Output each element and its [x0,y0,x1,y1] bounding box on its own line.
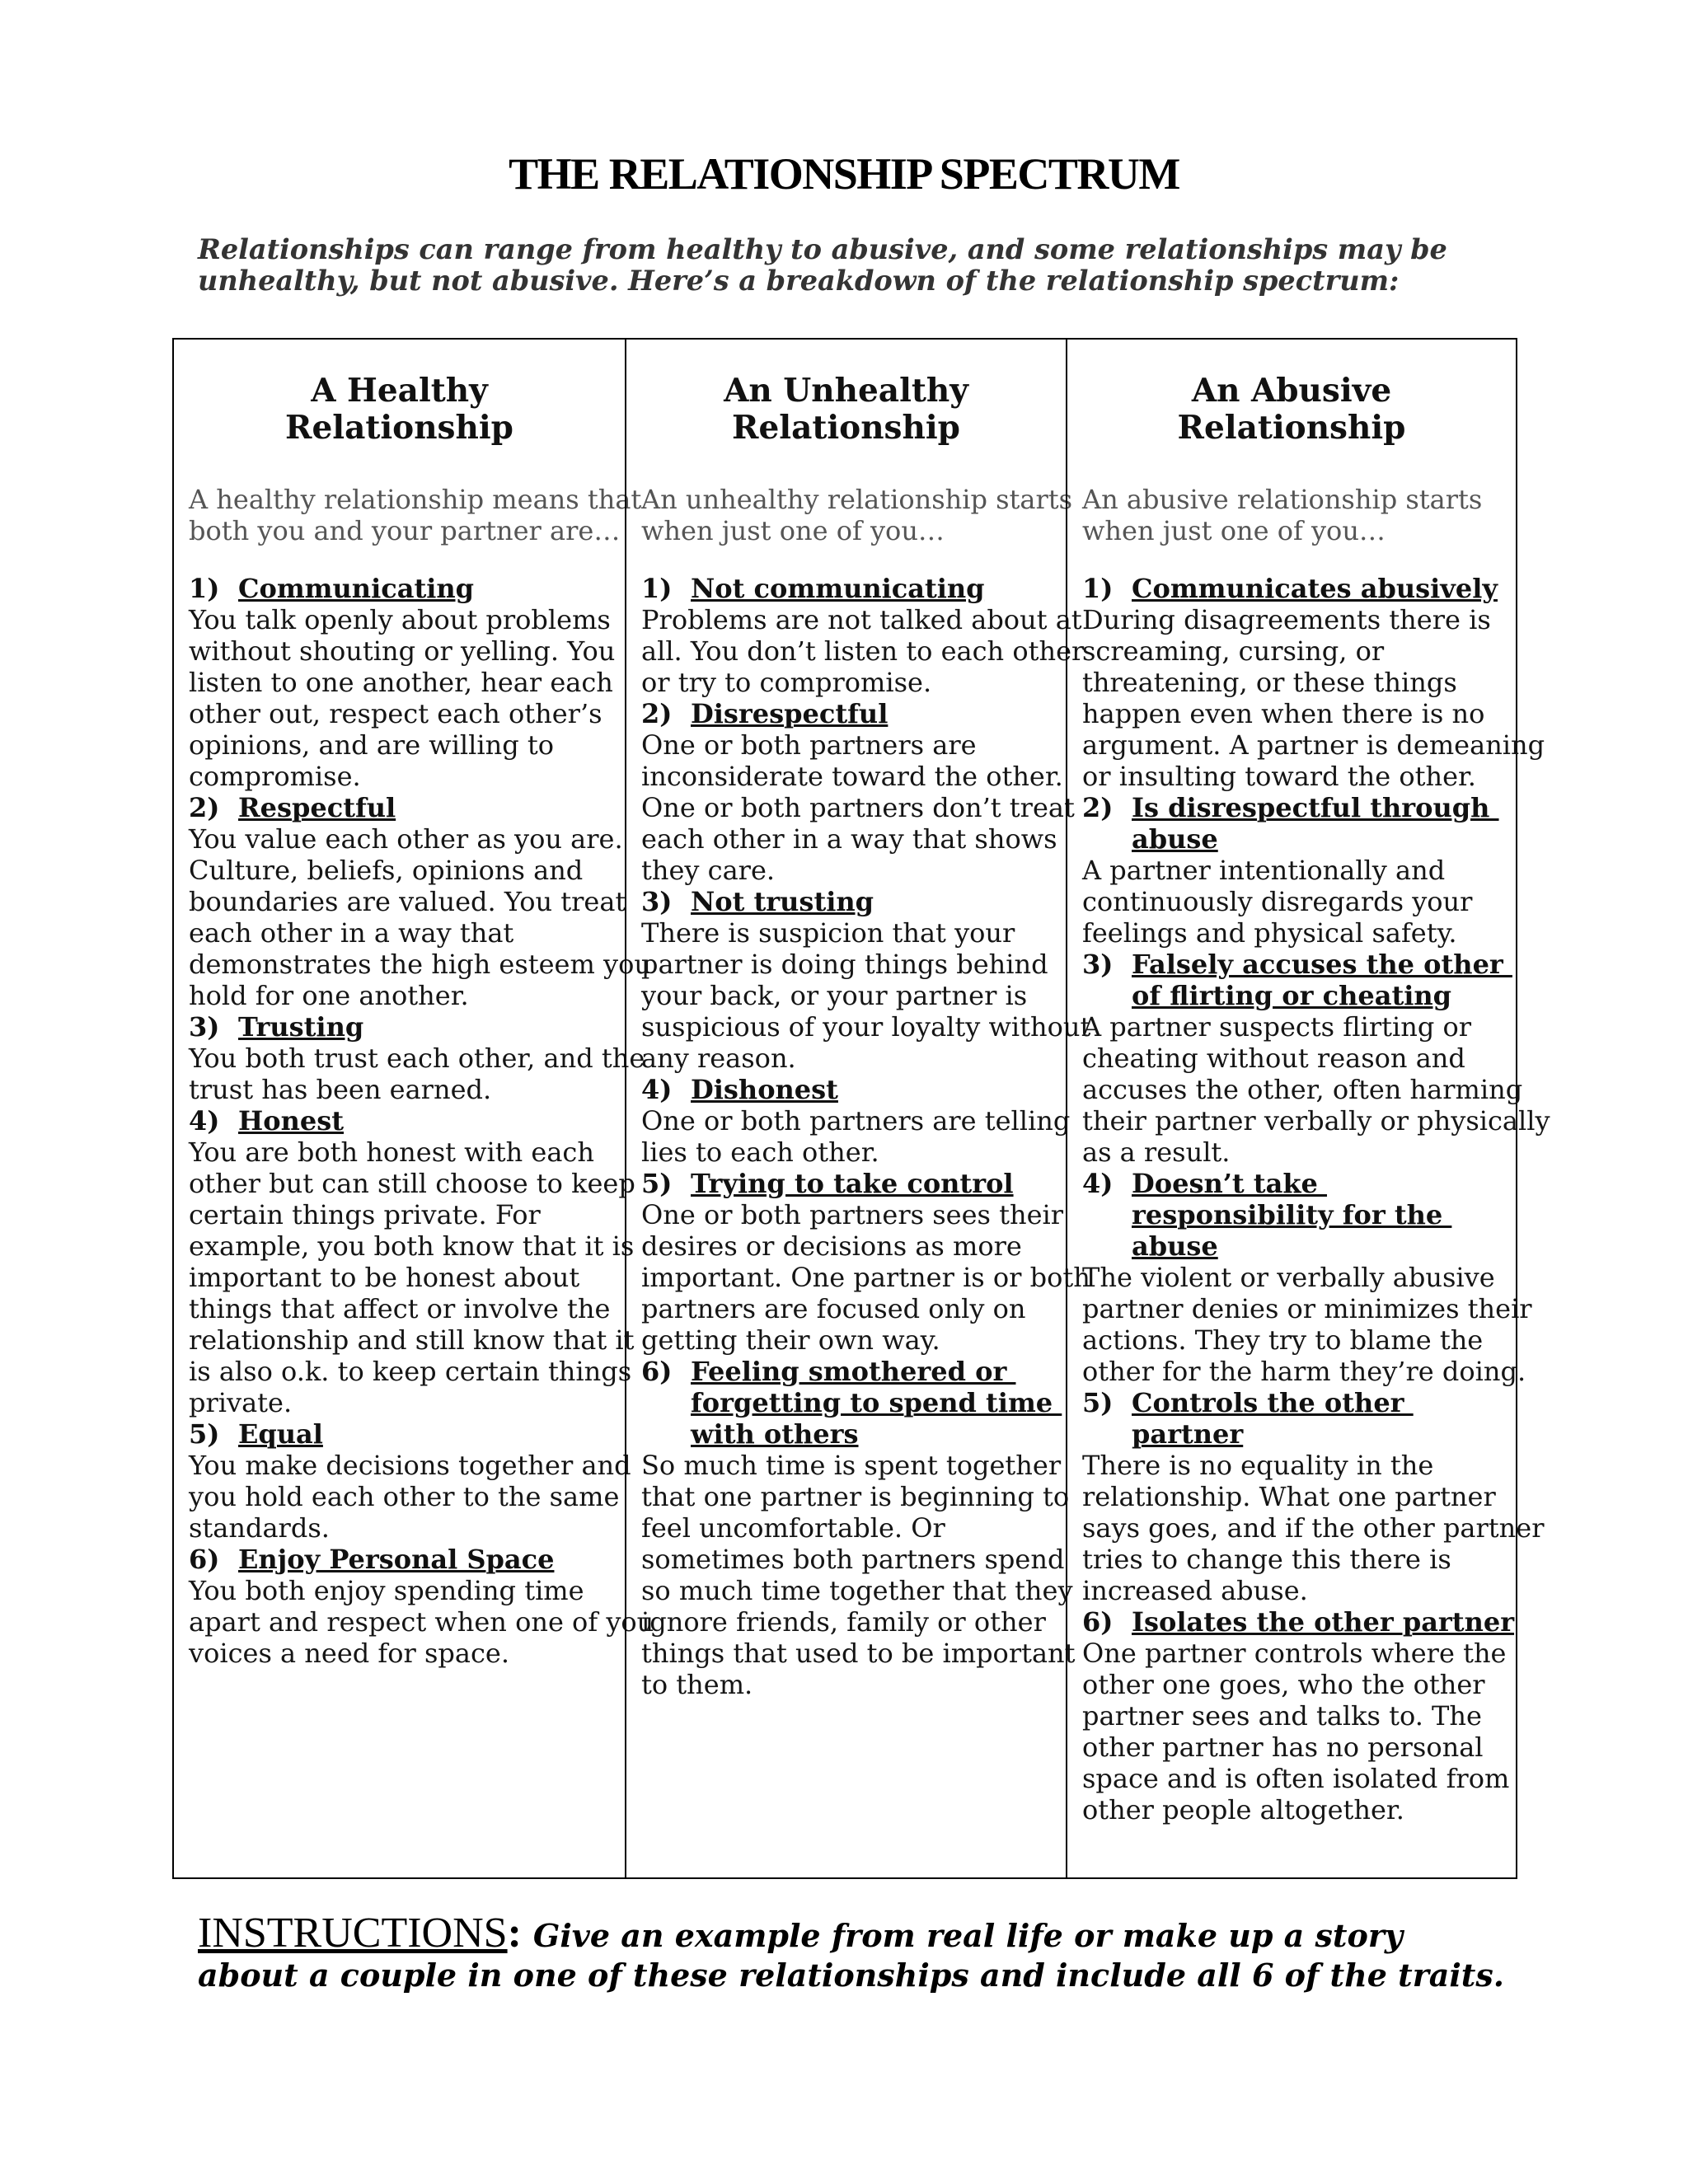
column-healthy [174,340,654,1877]
trait-description-line: increased abuse. [1082,1575,1308,1606]
trait-title-line: with others [691,1418,859,1450]
trait-title-line: Is disrespectful through [1132,792,1499,823]
trait-number: 1) [189,573,220,604]
trait-heading [641,1356,1062,1450]
intro-paragraph [198,234,1533,297]
trait-title-line: abuse [1132,823,1218,855]
trait-heading [641,698,1051,729]
trait-description-line: you hold each other to the same [189,1481,620,1512]
trait-description [1082,855,1501,949]
trait-description [189,1575,654,1669]
column-intro [189,484,642,573]
trait-description-line: Problems are not talked about at [641,604,1082,635]
trait-description [641,1199,1090,1356]
trait-description-line: apart and respect when one of you [189,1606,654,1638]
trait-number: 2) [189,792,220,823]
trait-description-line: You value each other as you are. [189,823,623,855]
trait-number: 4) [1082,1168,1114,1199]
trait-heading [189,792,610,823]
trait-description-line: boundaries are valued. You treat [189,886,626,917]
trait-title [691,1168,1049,1199]
trait-description-line: tries to change this there is [1082,1544,1451,1575]
trait-title [238,1418,608,1450]
instructions-line-1: Give an example from real life or make up a story [532,1917,1403,1954]
trait-description [641,604,1085,698]
trait-item [1082,573,1545,792]
trait-heading [1082,1606,1515,1638]
instructions-block [198,1910,1599,1995]
trait-title-line: abuse [1132,1230,1218,1262]
trait-description-line: to them. [641,1669,753,1700]
trait-description-line: relationship. What one partner [1082,1481,1496,1512]
column-heading [641,373,1051,484]
intro-line: unhealthy, but not abusive. Here’s a breakdown of the relationship spectrum: [198,265,1400,297]
trait-description-line: You make decisions together and [189,1450,631,1481]
trait-item [1082,1387,1545,1606]
trait-title-line: Not communicating [691,573,985,604]
trait-title [238,573,608,604]
trait-description-line: things that used to be important [641,1638,1076,1669]
trait-description-line: relationship and still know that it [189,1324,635,1356]
trait-title-line: Controls the other [1132,1387,1414,1418]
trait-description-line: threatening, or these things [1082,667,1457,698]
trait-title-line: Falsely accuses the other [1132,949,1512,980]
trait-description-line: feel uncomfortable. Or [641,1512,945,1544]
trait-item [641,1074,1071,1168]
trait-item [189,1418,631,1544]
trait-description-line: certain things private. For [189,1199,541,1230]
trait-description-line: each other in a way that [189,917,514,949]
trait-title [1132,949,1512,1011]
trait-title-line: Doesn’t take [1132,1168,1327,1199]
trait-title-line: Communicating [238,573,475,604]
trait-title [238,1544,608,1575]
trait-description-line: One or both partners are telling [641,1105,1071,1137]
column-intro-line: An unhealthy relationship starts [641,484,1073,515]
trait-description-line: You talk openly about problems [189,604,611,635]
trait-description-line: argument. A partner is demeaning [1082,729,1545,761]
trait-description-line: happen even when there is no [1082,698,1485,729]
trait-number: 4) [641,1074,673,1105]
trait-title-line: Trusting [238,1011,364,1043]
trait-description-line: actions. They try to blame the [1082,1324,1484,1356]
trait-title-line: Trying to take control [691,1168,1014,1199]
trait-item [1082,792,1501,949]
trait-description [1082,1262,1532,1387]
trait-title-line: of flirting or cheating [1132,980,1452,1011]
trait-title [238,1105,608,1137]
trait-item [1082,1606,1515,1825]
trait-heading [189,573,610,604]
trait-description-line: other one goes, who the other [1082,1669,1485,1700]
spectrum-table [172,338,1550,1879]
intro-line: Relationships can range from healthy to abusive, and some relationships may be [198,233,1447,265]
trait-description-line: So much time is spent together [641,1450,1062,1481]
trait-title [1132,1606,1515,1638]
trait-heading [1082,1168,1501,1262]
trait-description-line: standards. [189,1512,330,1544]
trait-title [1132,792,1499,855]
trait-description-line: screaming, cursing, or [1082,635,1385,667]
trait-description-line: partner denies or minimizes their [1082,1293,1532,1324]
trait-title-line: Isolates the other partner [1132,1606,1515,1638]
trait-number: 3) [641,886,673,917]
trait-heading [641,1074,1051,1105]
trait-heading [641,573,1051,604]
trait-description-line: that one partner is beginning to [641,1481,1070,1512]
trait-description-line: other partner has no personal [1082,1732,1484,1763]
trait-description-line: space and is often isolated from [1082,1763,1510,1794]
trait-description-line: A partner suspects flirting or [1082,1011,1472,1043]
trait-heading [641,1168,1051,1199]
trait-number: 2) [1082,792,1114,823]
trait-description-line: or try to compromise. [641,667,932,698]
trait-description-line: trust has been earned. [189,1074,492,1105]
column-heading [189,373,610,484]
trait-description-line: continuously disregards your [1082,886,1473,917]
trait-description-line: compromise. [189,761,361,792]
trait-description-line: other but can still choose to keep [189,1168,635,1199]
trait-description-line: A partner intentionally and [1082,855,1446,886]
trait-title-line: Disrespectful [691,698,889,729]
trait-description-line: accuses the other, often harming [1082,1074,1523,1105]
trait-heading [189,1011,610,1043]
trait-number: 4) [189,1105,220,1137]
trait-description-line: partner sees and talks to. The [1082,1700,1482,1732]
column-intro [641,484,1073,573]
trait-number: 6) [641,1356,673,1387]
trait-description [1082,1450,1545,1606]
trait-item [1082,949,1550,1168]
trait-description-line: so much time together that they [641,1575,1073,1606]
trait-item [189,1011,645,1105]
column-heading [1082,373,1501,484]
trait-title [691,1074,1049,1105]
trait-title [691,698,1049,729]
trait-item [189,1544,654,1669]
column-heading-line: An Abusive [1191,372,1392,410]
column-intro-line: A healthy relationship means that [189,484,642,515]
trait-description-line: cheating without reason and [1082,1043,1465,1074]
trait-description-line: important to be honest about [189,1262,580,1293]
instructions-colon: : [507,1910,522,1957]
trait-description-line: example, you both know that it is [189,1230,635,1262]
trait-description [1082,1011,1550,1168]
trait-description [641,729,1075,886]
trait-description-line: any reason. [641,1043,796,1074]
trait-title-line: Feeling smothered or [691,1356,1016,1387]
trait-number: 1) [641,573,673,604]
trait-description-line: other out, respect each other’s [189,698,603,729]
trait-title [691,1356,1062,1450]
trait-title [238,792,608,823]
trait-description-line: other people altogether. [1082,1794,1404,1825]
trait-description-line: partner is doing things behind [641,949,1048,980]
trait-heading [1082,949,1512,1011]
trait-heading [189,1418,610,1450]
trait-description-line: One or both partners don’t treat [641,792,1075,823]
trait-item [189,792,651,1011]
trait-number: 6) [189,1544,220,1575]
trait-description-line: private. [189,1387,293,1418]
trait-description [189,1043,645,1105]
trait-description-line: voices a need for space. [189,1638,510,1669]
trait-description-line: One partner controls where the [1082,1638,1507,1669]
trait-description-line: Culture, beliefs, opinions and [189,855,584,886]
trait-title-line: Communicates abusively [1132,573,1498,604]
trait-heading [641,886,1051,917]
trait-heading [1082,1387,1501,1450]
trait-number: 3) [1082,949,1114,980]
trait-description-line: sometimes both partners spend [641,1544,1065,1575]
trait-title-line: Honest [238,1105,344,1137]
column-intro-line: when just one of you… [641,515,945,546]
trait-description-line: is also o.k. to keep certain things [189,1356,632,1387]
trait-description-line: There is no equality in the [1082,1450,1434,1481]
column-intro [1082,484,1501,573]
trait-description [189,604,616,792]
trait-description-line: You both enjoy spending time [189,1575,584,1606]
trait-title-line: Not trusting [691,886,874,917]
column-intro-line: when just one of you… [1082,515,1386,546]
trait-description-line: all. You don’t listen to each other [641,635,1085,667]
trait-description-line: inconsiderate toward the other. [641,761,1063,792]
trait-title [1132,1168,1499,1262]
page-title: THE RELATIONSHIP SPECTRUM [509,149,1179,199]
column-intro-line: An abusive relationship starts [1082,484,1483,515]
trait-number: 1) [1082,573,1114,604]
trait-description-line: partners are focused only on [641,1293,1026,1324]
trait-title [238,1011,608,1043]
trait-title-line: responsibility for the [1132,1199,1452,1230]
trait-number: 6) [1082,1606,1114,1638]
trait-description [189,1137,635,1418]
trait-heading [189,1105,610,1137]
trait-item [641,573,1085,698]
instructions-line-2: about a couple in one of these relationships and include all 6 of the traits. [198,1957,1504,1994]
trait-description-line: feelings and physical safety. [1082,917,1457,949]
trait-number: 5) [641,1168,673,1199]
trait-title [691,573,1049,604]
trait-heading [189,1544,610,1575]
trait-number: 5) [1082,1387,1114,1418]
trait-description-line: without shouting or yelling. You [189,635,616,667]
trait-item [189,1105,635,1418]
column-intro-line: both you and your partner are… [189,515,621,546]
trait-item [641,698,1075,886]
trait-description-line: lies to each other. [641,1137,879,1168]
column-heading-line: Relationship [732,409,960,447]
column-unhealthy [625,340,1091,1877]
trait-title-line: Equal [238,1418,323,1450]
trait-description-line: other for the harm they’re doing. [1082,1356,1526,1387]
trait-title [1132,573,1499,604]
trait-description-line: The violent or verbally abusive [1082,1262,1495,1293]
trait-description [189,823,651,1011]
column-heading-line: Relationship [285,409,513,447]
trait-title [1132,1387,1499,1450]
trait-description-line: says goes, and if the other partner [1082,1512,1545,1544]
trait-description-line: each other in a way that shows [641,823,1057,855]
column-heading-line: Relationship [1177,409,1406,447]
trait-title-line: partner [1132,1418,1244,1450]
trait-description-line: You both trust each other, and the [189,1043,645,1074]
trait-heading [1082,573,1501,604]
trait-description-line: You are both honest with each [189,1137,594,1168]
trait-description [1082,604,1545,792]
trait-item [641,1356,1076,1700]
trait-description-line: getting their own way. [641,1324,940,1356]
trait-description [641,1105,1071,1168]
trait-description-line: as a result. [1082,1137,1231,1168]
trait-item [641,1168,1090,1356]
trait-description-line: hold for one another. [189,980,469,1011]
trait-title-line: Dishonest [691,1074,838,1105]
trait-description-line: opinions, and are willing to [189,729,555,761]
trait-description-line: demonstrates the high esteem you [189,949,651,980]
trait-heading [1082,792,1501,855]
trait-description-line: listen to one another, hear each [189,667,613,698]
trait-description-line: There is suspicion that your [641,917,1015,949]
trait-title-line: Enjoy Personal Space [238,1544,555,1575]
trait-title-line: forgetting to spend time [691,1387,1062,1418]
column-heading-line: A Healthy [311,372,488,410]
trait-title-line: Respectful [238,792,396,823]
trait-description-line: things that affect or involve the [189,1293,611,1324]
trait-description-line: During disagreements there is [1082,604,1491,635]
trait-description [189,1450,631,1544]
trait-description [641,917,1091,1074]
trait-description [1082,1638,1510,1825]
trait-item [641,886,1091,1074]
trait-description-line: their partner verbally or physically [1082,1105,1550,1137]
trait-title [691,886,1049,917]
trait-description-line: ignore friends, family or other [641,1606,1046,1638]
trait-description-line: your back, or your partner is [641,980,1028,1011]
trait-item [1082,1168,1532,1387]
trait-item [189,573,616,792]
trait-number: 2) [641,698,673,729]
column-heading-line: An Unhealthy [724,372,968,410]
column-abusive [1066,340,1550,1877]
trait-description [641,1450,1076,1700]
trait-number: 5) [189,1418,220,1450]
trait-description-line: important. One partner is or both [641,1262,1090,1293]
trait-description-line: desires or decisions as more [641,1230,1022,1262]
trait-description-line: they care. [641,855,776,886]
trait-description-line: One or both partners are [641,729,977,761]
trait-description-line: suspicious of your loyalty without [641,1011,1091,1043]
instructions-label: INSTRUCTIONS [198,1910,508,1957]
trait-description-line: or insulting toward the other. [1082,761,1476,792]
trait-description-line: One or both partners sees their [641,1199,1064,1230]
trait-number: 3) [189,1011,220,1043]
